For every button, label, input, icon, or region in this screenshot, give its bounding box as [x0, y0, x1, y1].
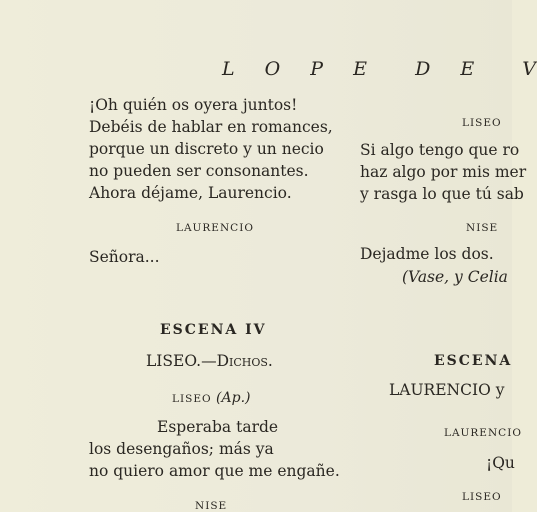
speaker-laurencio-right: LAURENCIO — [444, 427, 522, 439]
speaker-laurencio: LAURENCIO — [176, 222, 254, 234]
verse-line: Si algo tengo que ro — [360, 141, 520, 159]
stage-direction: (Vase, y Celia — [402, 268, 508, 286]
header-letter: O — [264, 58, 282, 80]
scene-title-iv: ESCENA IV — [160, 322, 267, 338]
header-letter: L — [222, 58, 236, 80]
header-letter: V — [522, 58, 537, 80]
speaker-liseo-right-2: LISEO — [462, 491, 502, 503]
running-header — [222, 58, 537, 80]
verse-line: Esperaba tarde — [157, 418, 279, 436]
header-letter: P — [310, 58, 325, 80]
verse-line: Ahora déjame, Laurencio. — [89, 184, 292, 202]
verse-line: Debéis de hablar en romances, — [89, 118, 333, 136]
verse-line: no pueden ser consonantes. — [89, 162, 309, 180]
scene-title-right: ESCENA — [434, 353, 513, 369]
scene-cast — [146, 350, 273, 372]
verse-line: no quiero amor que me engañe. — [89, 462, 340, 480]
line-senora: Señora... — [89, 248, 160, 266]
verse-line: ¡Oh quién os oyera juntos! — [89, 96, 298, 114]
header-letter: E — [460, 58, 476, 80]
aside-note: (Ap.) — [216, 390, 251, 406]
verse-block-2 — [89, 416, 340, 482]
verse-line: porque un discreto y un necio — [89, 140, 324, 158]
verse-line: y rasga lo que tú sab — [360, 185, 524, 203]
scene-cast-right: LAURENCIO y — [389, 381, 505, 399]
verse-block-1 — [89, 94, 333, 204]
header-letter: E — [353, 58, 369, 80]
speaker-liseo-aside — [172, 390, 251, 406]
line-dejadme: Dejadme los dos. — [360, 245, 494, 263]
speaker-nise-right: NISE — [466, 222, 499, 234]
scene-cast-rest: Dichos. — [216, 352, 273, 370]
header-letter: D — [415, 58, 432, 80]
verse-block-right — [360, 139, 526, 205]
scene-cast-name: LISEO.— — [146, 352, 217, 370]
speaker-liseo: LISEO — [172, 393, 212, 405]
verse-line: haz algo por mis mer — [360, 163, 527, 181]
speaker-liseo-right: LISEO — [462, 117, 502, 129]
line-qu: ¡Qu — [486, 454, 515, 472]
speaker-nise: NISE — [195, 500, 228, 512]
verse-line: los desengaños; más ya — [89, 440, 274, 458]
